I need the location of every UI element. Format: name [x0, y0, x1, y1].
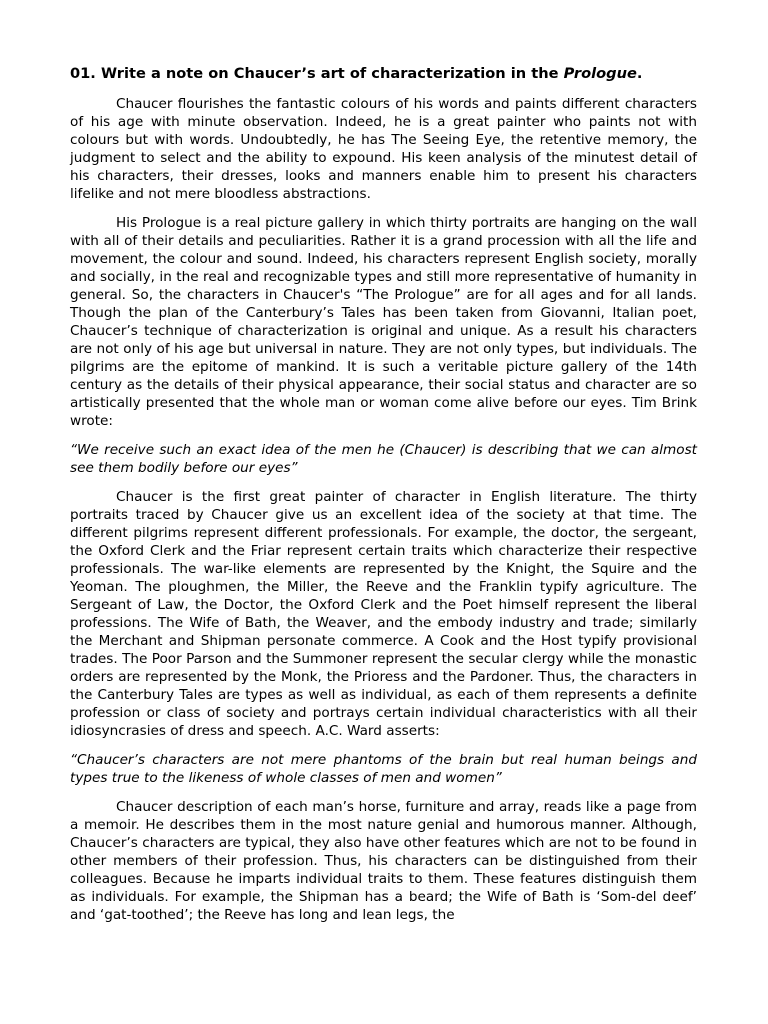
document-page [70, 64, 697, 935]
heading-end: . [636, 65, 643, 82]
paragraph-2: His Prologue is a real picture gallery in which thirty portraits are hanging on the wall with all of their details and peculiarities. Rather it is a grand procession with all the life and movement, the colour and sound. Indeed, his characters represent English society, morally and socially, in the real and recognizable types and still more representative of humanity in general. So, the characters in Chaucer's “The Prologue” are for all ages and for all lands. Though the plan of the Canterbury’s Tales has been taken from Giovanni, Italian poet, Chaucer’s technique of characterization is original and unique. As a result his characters are not only of his age but universal in nature. They are not only types, but individuals. The pilgrims are the epitome of mankind. It is such a veritable picture gallery of the 14th century as the details of their physical appearance, their social status and character are so artistically presented that the whole man or woman come alive before our eyes. Tim Brink wrote: [70, 215, 697, 429]
quote-ac-ward: “Chaucer’s characters are not mere phantoms of the brain but real human beings and types true to the likeness of whole classes of men and women” [70, 752, 697, 786]
paragraph-4: Chaucer description of each man’s horse, furniture and array, reads like a page from a memoir. He describes them in the most nature genial and humorous manner. Although, Chaucer’s characters are typical, they also have other features which are not to be found in other members of their profession. Thus, his characters can be distinguished from their colleagues. Because he imparts individual traits to them. These features distinguish them as individuals. For example, the Shipman has a beard; the Wife of Bath is ‘Som-del deef’ and ‘gat-toothed’; the Reeve has long and lean legs, the [70, 799, 697, 923]
quote-tim-brink: “We receive such an exact idea of the men he (Chaucer) is describing that we can almost see them bodily before our eyes” [70, 442, 697, 476]
heading-italic-title: Prologue [563, 65, 637, 82]
paragraph-3: Chaucer is the first great painter of character in English literature. The thirty portraits traced by Chaucer give us an excellent idea of the society at that time. The different pilgrims represent different professionals. For example, the doctor, the sergeant, the Oxford Clerk and the Friar represent certain traits which characterize their respective professionals. The war-like elements are represented by the Knight, the Squire and the Yeoman. The ploughmen, the Miller, the Reeve and the Franklin typify agriculture. The Sergeant of Law, the Doctor, the Oxford Clerk and the Poet himself represent the liberal professions. The Wife of Bath, the Weaver, and the embody industry and trade; similarly the Merchant and Shipman personate commerce. A Cook and the Host typify provisional trades. The Poor Parson and the Summoner represent the secular clergy while the monastic orders are represented by the Monk, the Prioress and the Pardoner. Thus, the characters in the Canterbury Tales are types as well as individual, as each of them represents a definite profession or class of society and portrays certain individual characteristics with all their idiosyncrasies of dress and speech. A.C. Ward asserts: [70, 489, 697, 739]
heading-text: Write a note on Chaucer’s art of characterization in the [100, 65, 559, 82]
question-heading [70, 64, 697, 84]
heading-number: 01. [70, 65, 96, 82]
paragraph-1: Chaucer flourishes the fantastic colours of his words and paints different characters of his age with minute observation. Indeed, he is a great painter who paints not with colours but with words. Undoubtedly, he has The Seeing Eye, the retentive memory, the judgment to select and the ability to expound. His keen analysis of the minutest detail of his characters, their dresses, looks and manners enable him to present his characters lifelike and not mere bloodless abstractions. [70, 96, 697, 202]
